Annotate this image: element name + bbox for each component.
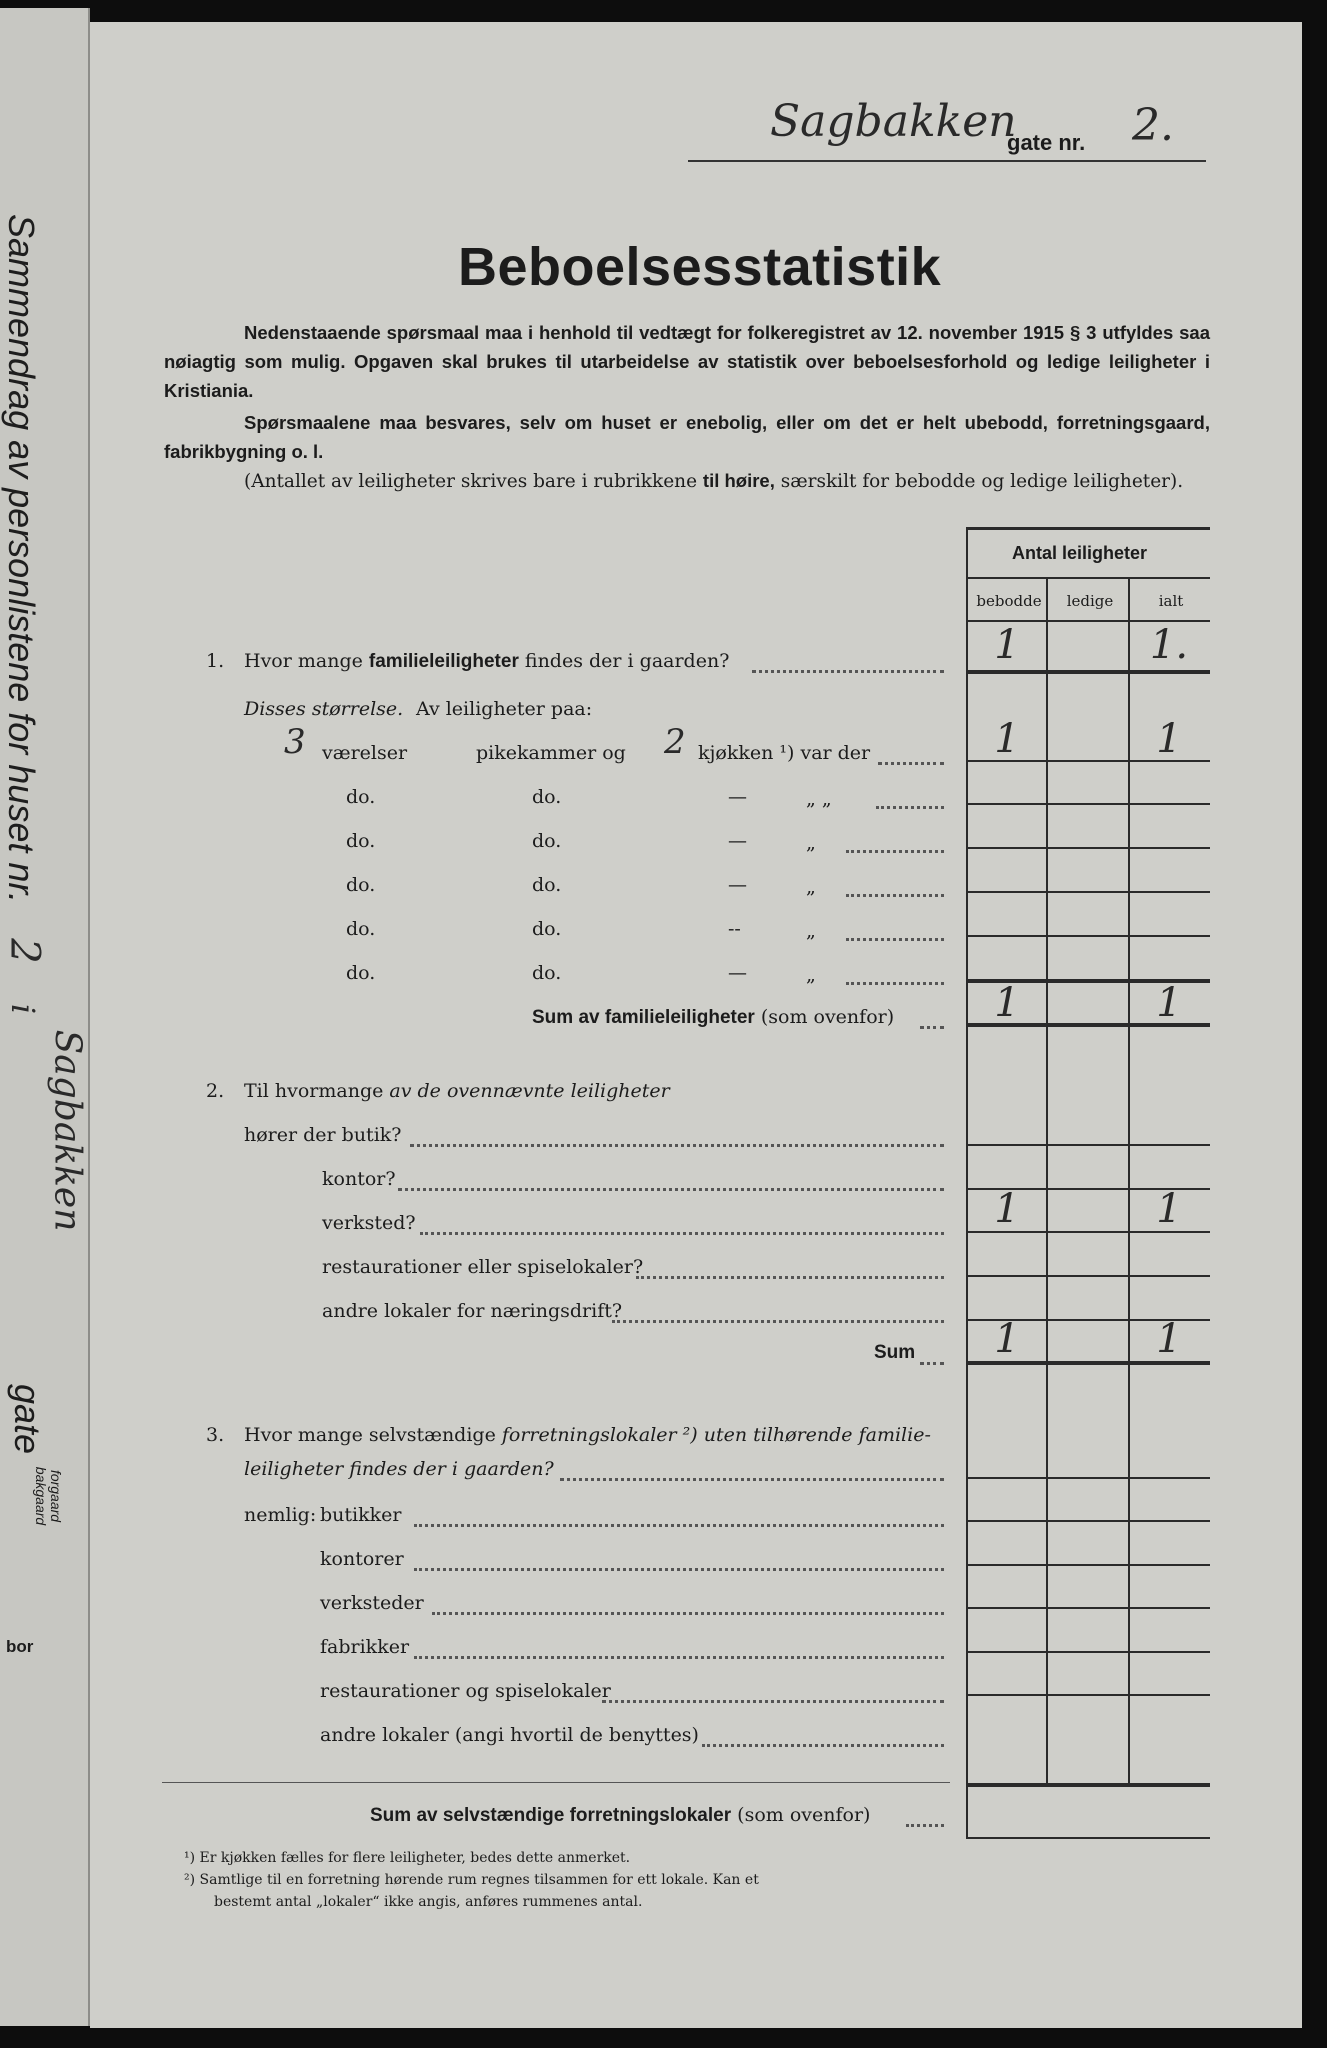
ditto-d: „ xyxy=(806,920,816,942)
forgaard-label: forgaard xyxy=(48,1469,65,1523)
q3-leader-kontorer xyxy=(414,1568,944,1571)
vertical-i: i xyxy=(4,1003,43,1015)
sizes-label: Disses størrelse. xyxy=(244,698,404,720)
q2-item-butik: hører der butik? xyxy=(244,1124,402,1146)
bor-label: bor xyxy=(6,1637,34,1656)
ditto-c: — xyxy=(728,962,747,984)
ditto-c: -- xyxy=(728,918,741,940)
footnote-2-line1: ²) Samtlige til en forretning hørende rum regnes tilsammen for ett lokale. Kan et xyxy=(184,1872,759,1888)
ditto-d: „ „ xyxy=(806,788,832,810)
q3-leader-butikker xyxy=(414,1524,944,1527)
ditto-b: do. xyxy=(532,874,562,896)
q3-leader-restaurationer xyxy=(602,1700,944,1703)
row1-dotted-leader xyxy=(878,762,944,765)
q3-item-kontorer: kontorer xyxy=(320,1548,404,1570)
q1-ialt-value: 1. xyxy=(1149,622,1189,668)
ditto-leader xyxy=(846,894,944,897)
bakgaard-label: bakgaard xyxy=(33,1466,50,1526)
col-header-ledige: ledige xyxy=(1066,592,1114,610)
q2-text: Til hvormange av de ovennævnte leiligheter xyxy=(244,1080,670,1102)
ditto-d: „ xyxy=(806,876,816,898)
q1-sum-label: Sum av familieleiligheter (som ovenfor) xyxy=(532,1006,895,1028)
q3-number: 3. xyxy=(206,1424,225,1446)
vaerelser-label: værelser xyxy=(322,742,408,764)
q1-number: 1. xyxy=(206,650,225,672)
q2-sum-leader xyxy=(920,1362,944,1365)
sizes-intro: Av leiligheter paa: xyxy=(416,698,593,720)
q3-separator xyxy=(162,1782,950,1783)
address-line xyxy=(688,160,1206,162)
footnote-1: ¹) Er kjøkken fælles for flere leiligheter, bedes dette anmerket. xyxy=(184,1850,631,1866)
ditto-c: — xyxy=(728,786,747,808)
intro-paragraph-2: Spørsmaalene maa besvares, selv om huset er enebolig, eller om det er helt ubebodd, forretningsgaard, fabrikbygning o. l. xyxy=(164,412,1210,462)
q3-item-restaurationer: restaurationer og spiselokaler xyxy=(320,1680,611,1702)
q2-leader-verksted xyxy=(420,1232,944,1235)
vertical-house-number: 2 xyxy=(1,938,48,964)
kjokken-label: kjøkken ¹) var der xyxy=(698,742,871,764)
q2-leader-butik xyxy=(410,1144,944,1147)
q1-sum-leader xyxy=(920,1026,944,1029)
rooms-handwritten: 3 xyxy=(284,722,306,762)
q2-sum-label: Sum xyxy=(874,1342,916,1363)
q3-leader-fabrikker xyxy=(414,1656,944,1659)
ditto-leader xyxy=(846,850,944,853)
street-name-handwritten: Sagbakken xyxy=(770,96,1017,147)
q2-verksted-ialt: 1 xyxy=(1156,1186,1182,1232)
col-header-bebodde: bebodde xyxy=(976,592,1042,610)
q2-verksted-bebodde: 1 xyxy=(994,1186,1020,1232)
q3-sum-label: Sum av selvstændige forretningslokaler (som ovenfor) xyxy=(370,1804,871,1826)
q2-leader-restaurationer xyxy=(636,1276,944,1279)
intro-paragraph-1: Nedenstaaende spørsmaal maa i henhold til vedtægt for folkeregistret av 12. november 1915 § 3 utfyldes saa nøiagtig som mulig. Opgaven skal brukes til utarbeidelse av statistik over beboelsesforhold og ledige leiligheter i Kristiania. xyxy=(164,322,1210,401)
nemlig-label: nemlig: xyxy=(244,1504,317,1526)
q2-item-restaurationer: restaurationer eller spiselokaler? xyxy=(322,1256,644,1278)
ditto-a: do. xyxy=(346,786,376,808)
ditto-a: do. xyxy=(346,874,376,896)
q1-text: Hvor mange familieleiligheter findes der i gaarden? xyxy=(244,650,730,672)
house-number-handwritten: 2. xyxy=(1132,100,1174,151)
vertical-street-name: Sagbakken xyxy=(46,1029,88,1232)
vertical-gate-label: gate xyxy=(7,1383,49,1455)
ditto-b: do. xyxy=(532,830,562,852)
q3-item-butikker: butikker xyxy=(320,1504,402,1526)
gate-nr-label: gate nr. xyxy=(1007,130,1086,155)
ditto-a: do. xyxy=(346,830,376,852)
q1-sum-bebodde: 1 xyxy=(994,980,1020,1026)
ditto-a: do. xyxy=(346,962,376,984)
q3-item-andre: andre lokaler (angi hvortil de benyttes) xyxy=(320,1724,699,1746)
table-group-header: Antal leiligheter xyxy=(1012,543,1148,563)
pikekammer-label: pikekammer og xyxy=(476,742,626,764)
ditto-d: „ xyxy=(806,832,816,854)
q2-leader-kontor xyxy=(398,1188,944,1191)
ditto-b: do. xyxy=(532,918,562,940)
q1-dotted-leader xyxy=(752,670,944,673)
ditto-c: — xyxy=(728,830,747,852)
ditto-d: „ xyxy=(806,964,816,986)
q2-sum-bebodde: 1 xyxy=(994,1316,1020,1362)
page-title: Beboelsesstatistik xyxy=(458,237,942,297)
q3-leader-verksteder xyxy=(432,1612,944,1615)
q3-leader-andre xyxy=(702,1744,944,1747)
q2-number: 2. xyxy=(206,1080,225,1102)
ditto-c: — xyxy=(728,874,747,896)
row1-ialt-value: 1 xyxy=(1156,716,1182,762)
q1-bebodde-value: 1 xyxy=(994,622,1020,668)
q2-item-kontor: kontor? xyxy=(322,1168,396,1190)
q3-item-fabrikker: fabrikker xyxy=(320,1636,410,1658)
col-header-ialt: ialt xyxy=(1158,592,1184,610)
q3-text-line2: leiligheter findes der i gaarden? xyxy=(244,1458,554,1480)
q2-sum-ialt: 1 xyxy=(1156,1316,1182,1362)
row1-bebodde-value: 1 xyxy=(994,716,1020,762)
intro-paragraph-3: (Antallet av leiligheter skrives bare i rubrikkene til høire, særskilt for bebodde og ledige leiligheter). xyxy=(244,470,1184,492)
q2-item-andre: andre lokaler for næringsdrift? xyxy=(322,1300,623,1322)
q3-text-line1: Hvor mange selvstændige forretningslokaler ²) uten tilhørende familie- xyxy=(244,1424,931,1446)
ditto-leader xyxy=(846,982,944,985)
q1-sum-ialt: 1 xyxy=(1156,980,1182,1026)
ditto-a: do. xyxy=(346,918,376,940)
q3-item-verksteder: verksteder xyxy=(320,1592,424,1614)
ditto-b: do. xyxy=(532,962,562,984)
q2-item-verksted: verksted? xyxy=(322,1212,416,1234)
vertical-summary-title xyxy=(8,214,38,256)
q3-sum-leader xyxy=(906,1824,944,1827)
q2-leader-andre xyxy=(612,1320,944,1323)
footnote-2-line2: bestemt antal „lokaler“ ikke angis, anføres rummenes antal. xyxy=(214,1894,643,1910)
ditto-b: do. xyxy=(532,786,562,808)
ditto-leader xyxy=(876,806,944,809)
q3-leader xyxy=(560,1478,944,1481)
kitchen-handwritten: 2 xyxy=(664,722,686,762)
ditto-leader xyxy=(846,938,944,941)
